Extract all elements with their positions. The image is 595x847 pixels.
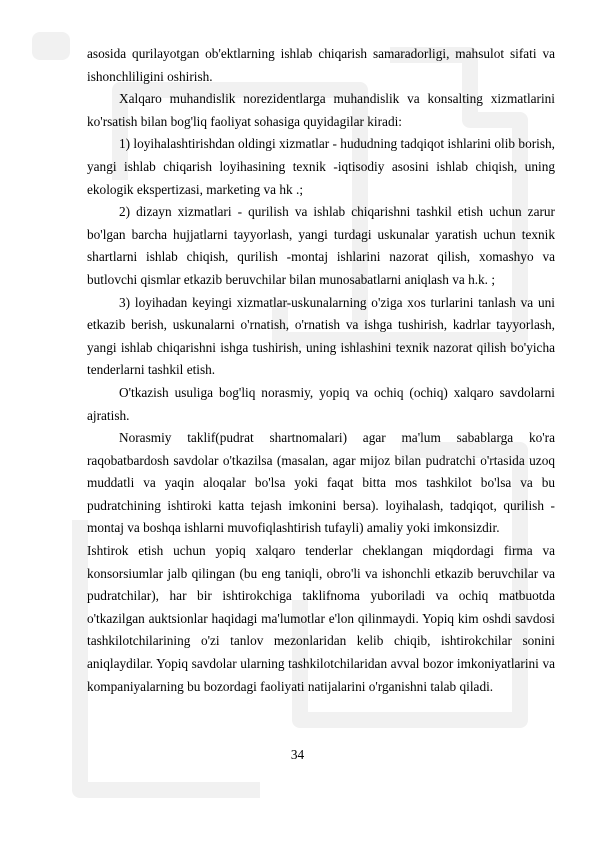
paragraph: Xalqaro muhandislik norezidentlarga muhandislik va konsalting xizmatlarini ko'rsatish bilan bog'liq faoliyat sohasiga quyidagilar kiradi:	[87, 91, 555, 129]
document-body	[87, 43, 555, 698]
paragraph: 1) loyihalashtirishdan oldingi xizmatlar - hududning tadqiqot ishlarini olib borish, yangi ishlab chiqarish loyihasining texnik -iqtisodiy asosini ishlab chiqish, uning ekologik ekspertizasi, marketing va hk .;	[87, 136, 555, 197]
paragraph: 3) loyihadan keyingi xizmatlar-uskunalarning o'ziga xos turlarini tanlash va uni etkazib berish, uskunalarni o'rnatish, o'rnatish va ishga tushirish, kadrlar tayyorlash, yangi ishlab chiqarishni ishga tushirish, uning ishlashini texnik nazorat qilish bo'yicha tenderlarni tashkil etish.	[87, 294, 555, 378]
page-number: 34	[290, 747, 305, 762]
paragraph: Ishtirok etish uchun yopiq xalqaro tenderlar cheklangan miqdordagi firma va konsorsiumlar jalb qilingan (bu eng taniqli, obro'li va ishonchli etkazib beruvchilar va pudratchilar), har bir ishtirokchiga taklifnoma yuboriladi va ochiq matbuotda o'tkazilgan auktsionlar haqidagi ma'lumotlar e'lon qilinmaydi. Yopiq kim oshdi savdosi tashkilotchilarining o'zi tanlov mezonlaridan kelib chiqib, ishtirokchilar sonini aniqlaydilar. Yopiq savdolar ularning tashkilotchilaridan avval bozor imkoniyatlarini va kompaniyalarning bu bozordagi faoliyati natijalarini o'rganishni talab qiladi.	[87, 543, 555, 694]
paragraph: 2) dizayn xizmatlari - qurilish va ishlab chiqarishni tashkil etish uchun zarur bo'lgan barcha hujjatlarni tayyorlash, yangi turdagi uskunalar yaratish uchun texnik shartlarni ishlab chiqish, qurilish -montaj ishlarini nazorat qilish, xomashyo va butlovchi qismlar etkazib beruvchilar bilan munosabatlarni aniqlash va h.k. ;	[87, 204, 555, 287]
paragraph: asosida qurilayotgan ob'ektlarning ishlab chiqarish samaradorligi, mahsulot sifati va ishonchliligini oshirish.	[87, 46, 555, 84]
paragraph: O'tkazish usuliga bog'liq norasmiy, yopiq va ochiq (ochiq) xalqaro savdolarni ajratish.	[87, 384, 555, 423]
paragraph: Norasmiy taklif(pudrat shartnomalari) agar ma'lum sabablarga ko'ra raqobatbardosh savdolar o'tkazilsa (masalan, agar mijoz bilan pudratchi o'rtasida uzoq muddatli va yaqin aloqalar bo'lsa yoki faqat bitta mos tashkilot bo'lsa va bu pudratchining ishtiroki katta tejash imkonini bersa). loyihalash, tadqiqot, qurilish -montaj va boshqa ishlarni muvofiqlashtirish tufayli) amaliy yoki imkonsizdir.	[87, 430, 555, 536]
